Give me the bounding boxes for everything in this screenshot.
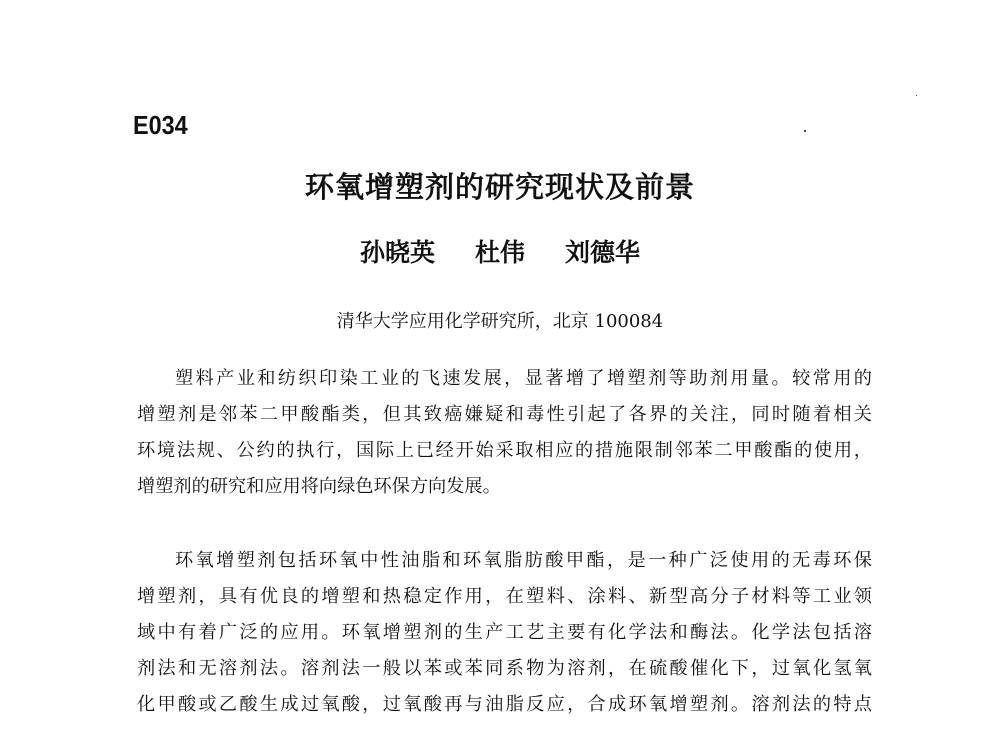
paragraph-line: 增塑剂是邻苯二甲酸酯类，但其致癌嫌疑和毒性引起了各界的关注，同时随着相关: [137, 404, 872, 425]
paper-title: 环氧增塑剂的研究现状及前景: [304, 170, 695, 204]
paragraph-line: 化甲酸或乙酸生成过氧酸，过氧酸再与油脂反应，合成环氧增塑剂。溶剂法的特点: [137, 694, 872, 715]
paragraph-line: 增塑剂，具有优良的增塑和热稳定作用，在塑料、涂料、新型高分子材料等工业领: [137, 586, 872, 607]
scan-speck: [916, 95, 917, 96]
paragraph-line: 域中有着广泛的应用。环氧增塑剂的生产工艺主要有化学法和酶法。化学法包括溶: [137, 622, 872, 643]
classification-code: E034: [133, 110, 188, 140]
author-affiliation: 清华大学应用化学研究所，北京 100084: [336, 311, 664, 332]
paragraph-line: 增塑剂的研究和应用将向绿色环保方向发展。: [137, 476, 501, 497]
paragraph-line: 环境法规、公约的执行，国际上已经开始采取相应的措施限制邻苯二甲酸酯的使用，: [137, 440, 872, 461]
author-name: 刘德华: [565, 238, 641, 267]
scan-speck: [804, 130, 806, 132]
paragraph-line: 塑料产业和纺织印染工业的飞速发展，显著增了增塑剂等助剂用量。较常用的: [175, 368, 872, 389]
author-list: [0, 233, 1000, 269]
paragraph-line: 剂法和无溶剂法。溶剂法一般以苯或苯同系物为溶剂，在硫酸催化下，过氧化氢氧: [137, 658, 872, 679]
author-name: 杜伟: [474, 238, 525, 267]
author-name: 孙晓英: [359, 238, 435, 267]
body-paragraph: [137, 543, 872, 723]
paragraph-line: 环氧增塑剂包括环氧中性油脂和环氧脂肪酸甲酯，是一种广泛使用的无毒环保: [175, 550, 872, 571]
body-paragraph: [137, 361, 872, 505]
